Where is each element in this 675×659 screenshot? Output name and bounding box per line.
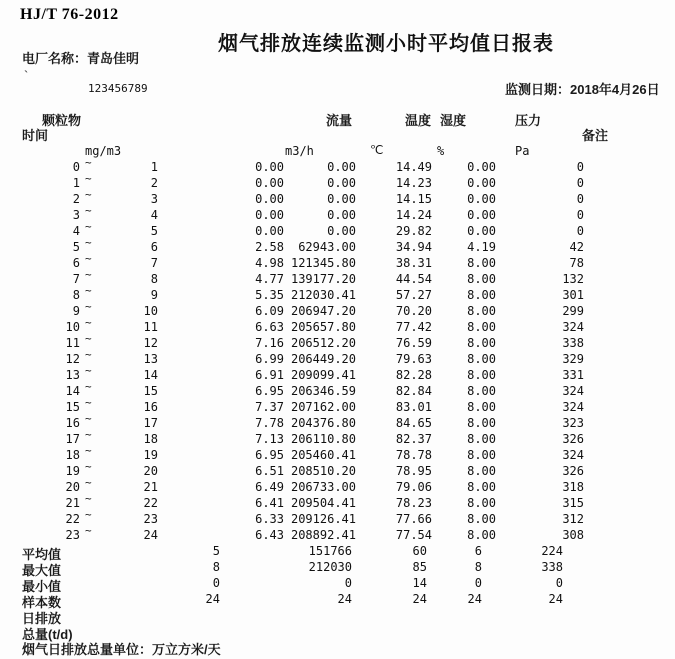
flow-value: 208510.20 bbox=[290, 464, 356, 478]
range-separator: ~ bbox=[85, 268, 92, 281]
temperature-value: 14.15 bbox=[395, 192, 432, 206]
humidity-value: 8.00 bbox=[467, 368, 496, 382]
temperature-value: 83.01 bbox=[395, 400, 432, 414]
hour-end: 6 bbox=[150, 240, 158, 254]
particulate-value: 0.00 bbox=[255, 176, 284, 190]
hour-end: 19 bbox=[143, 448, 158, 462]
hour-start: 11 bbox=[65, 336, 80, 350]
humidity-value: 0.00 bbox=[467, 160, 496, 174]
hour-start: 22 bbox=[65, 512, 80, 526]
particulate-value: 6.33 bbox=[255, 512, 284, 526]
particulate-value: 7.16 bbox=[255, 336, 284, 350]
particulate-value: 6.99 bbox=[255, 352, 284, 366]
summary-row bbox=[0, 560, 675, 578]
humidity-value: 8.00 bbox=[467, 352, 496, 366]
pressure-value: 324 bbox=[562, 320, 584, 334]
summary-particulate: 8 bbox=[212, 560, 220, 574]
pressure-value: 329 bbox=[562, 352, 584, 366]
humidity-value: 8.00 bbox=[467, 400, 496, 414]
hour-end: 15 bbox=[143, 384, 158, 398]
summary-humidity: 8 bbox=[474, 560, 482, 574]
humidity-value: 8.00 bbox=[467, 256, 496, 270]
tick-mark: ` bbox=[24, 68, 29, 83]
pressure-value: 326 bbox=[562, 432, 584, 446]
temperature-value: 77.54 bbox=[395, 528, 432, 542]
range-separator: ~ bbox=[85, 252, 92, 265]
range-separator: ~ bbox=[85, 332, 92, 345]
flow-value: 206346.59 bbox=[290, 384, 356, 398]
hour-start: 9 bbox=[72, 304, 80, 318]
pressure-value: 308 bbox=[562, 528, 584, 542]
hour-end: 11 bbox=[143, 320, 158, 334]
range-separator: ~ bbox=[85, 156, 92, 169]
summary-label: 最小值 bbox=[22, 579, 62, 594]
humidity-value: 8.00 bbox=[467, 528, 496, 542]
table-row bbox=[0, 348, 675, 367]
pressure-value: 78 bbox=[569, 256, 584, 270]
hour-end: 10 bbox=[143, 304, 158, 318]
hour-start: 10 bbox=[65, 320, 80, 334]
particulate-value: 6.63 bbox=[255, 320, 284, 334]
particulate-value: 6.43 bbox=[255, 528, 284, 542]
hour-start: 5 bbox=[72, 240, 80, 254]
flow-value: 206512.20 bbox=[290, 336, 356, 350]
pressure-value: 324 bbox=[562, 384, 584, 398]
pressure-value: 0 bbox=[576, 160, 584, 174]
hour-start: 3 bbox=[72, 208, 80, 222]
table-row bbox=[0, 476, 675, 495]
hour-start: 17 bbox=[65, 432, 80, 446]
summary-label: 平均值 bbox=[22, 547, 62, 562]
humidity-value: 8.00 bbox=[467, 512, 496, 526]
table-row bbox=[0, 332, 675, 351]
range-separator: ~ bbox=[85, 476, 92, 489]
particulate-value: 7.78 bbox=[255, 416, 284, 430]
humidity-value: 8.00 bbox=[467, 320, 496, 334]
flow-value: 206733.00 bbox=[290, 480, 356, 494]
summary-label: 最大值 bbox=[22, 563, 62, 578]
summary-temperature: 14 bbox=[412, 576, 427, 590]
hour-end: 4 bbox=[150, 208, 158, 222]
pressure-value: 42 bbox=[569, 240, 584, 254]
temperature-value: 14.24 bbox=[395, 208, 432, 222]
flow-value: 208892.41 bbox=[290, 528, 356, 542]
summary-flow: 0 bbox=[344, 576, 352, 590]
standard-code: HJ/T 76-2012 bbox=[20, 6, 119, 23]
flow-value: 205657.80 bbox=[290, 320, 356, 334]
hour-end: 8 bbox=[150, 272, 158, 286]
humidity-value: 8.00 bbox=[467, 464, 496, 478]
pressure-value: 312 bbox=[562, 512, 584, 526]
hour-end: 21 bbox=[143, 480, 158, 494]
summary-pressure: 224 bbox=[541, 544, 563, 558]
flow-value: 209126.41 bbox=[290, 512, 356, 526]
temperature-value: 82.84 bbox=[395, 384, 432, 398]
hour-start: 19 bbox=[65, 464, 80, 478]
table-row bbox=[0, 380, 675, 399]
report-title: 烟气排放连续监测小时平均值日报表 bbox=[218, 33, 554, 55]
pressure-value: 315 bbox=[562, 496, 584, 510]
hour-end: 3 bbox=[150, 192, 158, 206]
table-row bbox=[0, 236, 675, 255]
table-row bbox=[0, 300, 675, 319]
temperature-value: 77.66 bbox=[395, 512, 432, 526]
temperature-value: 84.65 bbox=[395, 416, 432, 430]
summary-humidity: 24 bbox=[467, 592, 482, 606]
particulate-value: 0.00 bbox=[255, 224, 284, 238]
humidity-value: 0.00 bbox=[467, 208, 496, 222]
hour-end: 14 bbox=[143, 368, 158, 382]
unit-humidity: % bbox=[437, 144, 445, 158]
flow-value: 62943.00 bbox=[298, 240, 356, 254]
pressure-value: 0 bbox=[576, 208, 584, 222]
pressure-value: 0 bbox=[576, 192, 584, 206]
table-row bbox=[0, 460, 675, 479]
header-time: 时间 bbox=[22, 128, 49, 143]
flow-value: 204376.80 bbox=[290, 416, 356, 430]
hour-start: 1 bbox=[72, 176, 80, 190]
humidity-value: 0.00 bbox=[467, 192, 496, 206]
header-pressure: 压力 bbox=[515, 113, 542, 128]
flow-value: 206449.20 bbox=[290, 352, 356, 366]
humidity-value: 8.00 bbox=[467, 304, 496, 318]
unit-flow: m3/h bbox=[285, 144, 314, 158]
hour-end: 17 bbox=[143, 416, 158, 430]
temperature-value: 79.06 bbox=[395, 480, 432, 494]
summary-row bbox=[0, 544, 675, 562]
humidity-value: 0.00 bbox=[467, 176, 496, 190]
plant-code: 123456789 bbox=[88, 82, 148, 95]
pressure-value: 0 bbox=[576, 176, 584, 190]
table-row bbox=[0, 524, 675, 543]
flow-value: 139177.20 bbox=[290, 272, 356, 286]
summary-label: 总量(t/d) bbox=[22, 627, 73, 642]
temperature-value: 57.27 bbox=[395, 288, 432, 302]
summary-particulate: 0 bbox=[212, 576, 220, 590]
particulate-value: 2.58 bbox=[255, 240, 284, 254]
flow-value: 0.00 bbox=[327, 176, 356, 190]
flow-value: 0.00 bbox=[327, 224, 356, 238]
hour-end: 18 bbox=[143, 432, 158, 446]
summary-particulate: 24 bbox=[205, 592, 220, 606]
table-row bbox=[0, 444, 675, 463]
table-row bbox=[0, 508, 675, 527]
temperature-value: 77.42 bbox=[395, 320, 432, 334]
hour-start: 8 bbox=[72, 288, 80, 302]
temperature-value: 44.54 bbox=[395, 272, 432, 286]
particulate-value: 6.51 bbox=[255, 464, 284, 478]
flow-value: 209099.41 bbox=[290, 368, 356, 382]
range-separator: ~ bbox=[85, 508, 92, 521]
summary-flow: 151766 bbox=[308, 544, 352, 558]
hour-start: 18 bbox=[65, 448, 80, 462]
summary-temperature: 60 bbox=[412, 544, 427, 558]
summary-flow: 212030 bbox=[308, 560, 352, 574]
summary-label: 样本数 bbox=[22, 595, 62, 610]
table-row bbox=[0, 172, 675, 191]
monitor-date-label: 监测日期：2018年4月26日 bbox=[505, 82, 660, 97]
flow-value: 206110.80 bbox=[290, 432, 356, 446]
plant-name-label: 电厂名称：青岛佳明 bbox=[22, 51, 140, 66]
footer-note: 烟气日排放总量单位：万立方米/天 bbox=[22, 642, 221, 657]
hour-start: 2 bbox=[72, 192, 80, 206]
table-row bbox=[0, 268, 675, 287]
hour-start: 13 bbox=[65, 368, 80, 382]
header-humidity: 湿度 bbox=[440, 113, 467, 128]
hour-start: 0 bbox=[72, 160, 80, 174]
summary-flow: 24 bbox=[337, 592, 352, 606]
summary-row bbox=[0, 592, 675, 610]
particulate-value: 4.77 bbox=[255, 272, 284, 286]
range-separator: ~ bbox=[85, 492, 92, 505]
summary-label: 日排放 bbox=[22, 611, 62, 626]
humidity-value: 8.00 bbox=[467, 432, 496, 446]
hour-end: 5 bbox=[150, 224, 158, 238]
hour-start: 20 bbox=[65, 480, 80, 494]
flow-value: 0.00 bbox=[327, 192, 356, 206]
temperature-value: 78.23 bbox=[395, 496, 432, 510]
hour-end: 2 bbox=[150, 176, 158, 190]
humidity-value: 8.00 bbox=[467, 288, 496, 302]
particulate-value: 5.35 bbox=[255, 288, 284, 302]
humidity-value: 8.00 bbox=[467, 336, 496, 350]
range-separator: ~ bbox=[85, 284, 92, 297]
hour-start: 21 bbox=[65, 496, 80, 510]
range-separator: ~ bbox=[85, 364, 92, 377]
hour-end: 24 bbox=[143, 528, 158, 542]
summary-row bbox=[0, 608, 675, 626]
particulate-value: 6.09 bbox=[255, 304, 284, 318]
humidity-value: 8.00 bbox=[467, 480, 496, 494]
particulate-value: 7.37 bbox=[255, 400, 284, 414]
table-row bbox=[0, 156, 675, 175]
particulate-value: 0.00 bbox=[255, 208, 284, 222]
summary-temperature: 85 bbox=[412, 560, 427, 574]
humidity-value: 8.00 bbox=[467, 272, 496, 286]
range-separator: ~ bbox=[85, 380, 92, 393]
temperature-value: 82.37 bbox=[395, 432, 432, 446]
humidity-value: 8.00 bbox=[467, 448, 496, 462]
particulate-value: 0.00 bbox=[255, 192, 284, 206]
hour-start: 6 bbox=[72, 256, 80, 270]
humidity-value: 8.00 bbox=[467, 416, 496, 430]
table-row bbox=[0, 428, 675, 447]
range-separator: ~ bbox=[85, 172, 92, 185]
hour-start: 14 bbox=[65, 384, 80, 398]
temperature-value: 78.95 bbox=[395, 464, 432, 478]
header-particulate: 颗粒物 bbox=[42, 113, 82, 128]
temperature-value: 29.82 bbox=[395, 224, 432, 238]
pressure-value: 301 bbox=[562, 288, 584, 302]
table-row bbox=[0, 204, 675, 223]
particulate-value: 7.13 bbox=[255, 432, 284, 446]
particulate-value: 4.98 bbox=[255, 256, 284, 270]
range-separator: ~ bbox=[85, 220, 92, 233]
table-row bbox=[0, 492, 675, 511]
particulate-value: 6.41 bbox=[255, 496, 284, 510]
temperature-value: 78.78 bbox=[395, 448, 432, 462]
humidity-value: 4.19 bbox=[467, 240, 496, 254]
pressure-value: 326 bbox=[562, 464, 584, 478]
particulate-value: 6.95 bbox=[255, 384, 284, 398]
particulate-value: 6.95 bbox=[255, 448, 284, 462]
hour-end: 20 bbox=[143, 464, 158, 478]
flow-value: 121345.80 bbox=[290, 256, 356, 270]
pressure-value: 318 bbox=[562, 480, 584, 494]
range-separator: ~ bbox=[85, 316, 92, 329]
summary-pressure: 338 bbox=[541, 560, 563, 574]
hour-start: 15 bbox=[65, 400, 80, 414]
pressure-value: 323 bbox=[562, 416, 584, 430]
temperature-value: 82.28 bbox=[395, 368, 432, 382]
humidity-value: 8.00 bbox=[467, 496, 496, 510]
range-separator: ~ bbox=[85, 236, 92, 249]
hour-start: 7 bbox=[72, 272, 80, 286]
table-row bbox=[0, 316, 675, 335]
range-separator: ~ bbox=[85, 188, 92, 201]
temperature-value: 38.31 bbox=[395, 256, 432, 270]
range-separator: ~ bbox=[85, 348, 92, 361]
hour-end: 13 bbox=[143, 352, 158, 366]
unit-particulate: mg/m3 bbox=[85, 144, 122, 158]
table-row bbox=[0, 220, 675, 239]
hour-end: 1 bbox=[150, 160, 158, 174]
table-row bbox=[0, 252, 675, 271]
hour-end: 16 bbox=[143, 400, 158, 414]
table-row bbox=[0, 364, 675, 383]
range-separator: ~ bbox=[85, 300, 92, 313]
summary-row bbox=[0, 624, 675, 642]
pressure-value: 299 bbox=[562, 304, 584, 318]
temperature-value: 14.23 bbox=[395, 176, 432, 190]
pressure-value: 324 bbox=[562, 448, 584, 462]
summary-row bbox=[0, 576, 675, 594]
hour-end: 7 bbox=[150, 256, 158, 270]
flow-value: 209504.41 bbox=[290, 496, 356, 510]
table-row bbox=[0, 396, 675, 415]
hour-start: 16 bbox=[65, 416, 80, 430]
flow-value: 0.00 bbox=[327, 160, 356, 174]
header-temperature: 温度 bbox=[405, 113, 432, 128]
summary-temperature: 24 bbox=[412, 592, 427, 606]
temperature-value: 14.49 bbox=[395, 160, 432, 174]
unit-pressure: Pa bbox=[515, 144, 530, 158]
pressure-value: 338 bbox=[562, 336, 584, 350]
hour-end: 22 bbox=[143, 496, 158, 510]
unit-temperature: ℃ bbox=[370, 143, 384, 157]
flow-value: 205460.41 bbox=[290, 448, 356, 462]
range-separator: ~ bbox=[85, 204, 92, 217]
flow-value: 0.00 bbox=[327, 208, 356, 222]
particulate-value: 6.91 bbox=[255, 368, 284, 382]
range-separator: ~ bbox=[85, 428, 92, 441]
table-row bbox=[0, 188, 675, 207]
temperature-value: 76.59 bbox=[395, 336, 432, 350]
flow-value: 212030.41 bbox=[290, 288, 356, 302]
flow-value: 206947.20 bbox=[290, 304, 356, 318]
range-separator: ~ bbox=[85, 396, 92, 409]
summary-pressure: 0 bbox=[555, 576, 563, 590]
range-separator: ~ bbox=[85, 524, 92, 537]
summary-humidity: 0 bbox=[474, 576, 482, 590]
pressure-value: 331 bbox=[562, 368, 584, 382]
header-remark: 备注 bbox=[582, 128, 609, 143]
summary-particulate: 5 bbox=[212, 544, 220, 558]
hour-end: 9 bbox=[150, 288, 158, 302]
range-separator: ~ bbox=[85, 444, 92, 457]
hour-end: 12 bbox=[143, 336, 158, 350]
pressure-value: 132 bbox=[562, 272, 584, 286]
header-flow: 流量 bbox=[326, 113, 353, 128]
humidity-value: 8.00 bbox=[467, 384, 496, 398]
range-separator: ~ bbox=[85, 412, 92, 425]
humidity-value: 0.00 bbox=[467, 224, 496, 238]
pressure-value: 0 bbox=[576, 224, 584, 238]
hour-start: 4 bbox=[72, 224, 80, 238]
table-row bbox=[0, 412, 675, 431]
flow-value: 207162.00 bbox=[290, 400, 356, 414]
particulate-value: 6.49 bbox=[255, 480, 284, 494]
summary-pressure: 24 bbox=[548, 592, 563, 606]
summary-humidity: 6 bbox=[474, 544, 482, 558]
temperature-value: 34.94 bbox=[395, 240, 432, 254]
hour-start: 12 bbox=[65, 352, 80, 366]
hour-end: 23 bbox=[143, 512, 158, 526]
temperature-value: 70.20 bbox=[395, 304, 432, 318]
range-separator: ~ bbox=[85, 460, 92, 473]
hour-start: 23 bbox=[65, 528, 80, 542]
table-row bbox=[0, 284, 675, 303]
pressure-value: 324 bbox=[562, 400, 584, 414]
temperature-value: 79.63 bbox=[395, 352, 432, 366]
particulate-value: 0.00 bbox=[255, 160, 284, 174]
